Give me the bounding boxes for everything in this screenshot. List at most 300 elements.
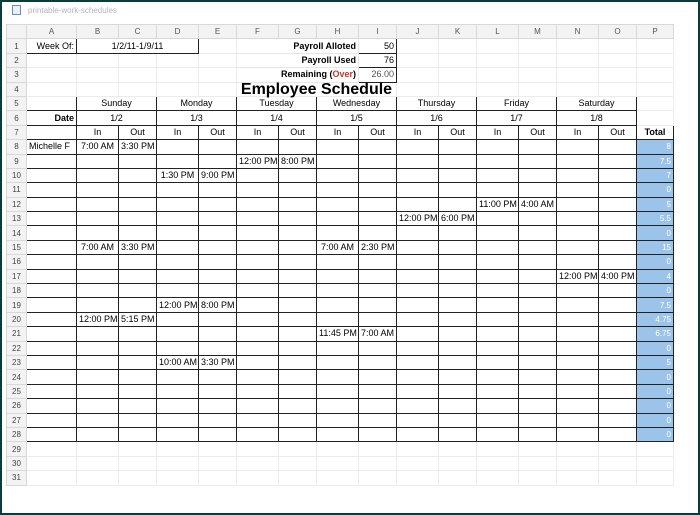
time-in-cell[interactable] (237, 212, 279, 226)
employee-name-cell[interactable] (27, 269, 77, 283)
time-out-cell[interactable]: 4:00 AM (519, 197, 557, 211)
cell[interactable] (477, 53, 519, 67)
cell[interactable] (599, 456, 637, 470)
time-out-cell[interactable] (359, 384, 397, 398)
cell[interactable] (237, 471, 279, 485)
cell[interactable] (397, 68, 439, 82)
row-header[interactable]: 15 (7, 240, 27, 254)
time-out-cell[interactable] (439, 370, 477, 384)
time-in-cell[interactable] (317, 269, 359, 283)
in-header[interactable]: In (397, 125, 439, 139)
cell[interactable] (119, 471, 157, 485)
time-in-cell[interactable] (397, 240, 439, 254)
time-in-cell[interactable] (317, 370, 359, 384)
day-date-header[interactable]: 1/7 (477, 111, 557, 125)
time-out-cell[interactable] (279, 140, 317, 154)
time-out-cell[interactable] (199, 154, 237, 168)
row-header[interactable]: 29 (7, 442, 27, 456)
cell[interactable] (199, 471, 237, 485)
time-out-cell[interactable] (439, 384, 477, 398)
employee-name-cell[interactable] (27, 240, 77, 254)
time-in-cell[interactable] (157, 183, 199, 197)
time-out-cell[interactable] (359, 341, 397, 355)
out-header[interactable]: Out (279, 125, 317, 139)
time-in-cell[interactable] (477, 341, 519, 355)
cell[interactable] (279, 442, 317, 456)
time-out-cell[interactable] (439, 197, 477, 211)
time-out-cell[interactable] (599, 226, 637, 240)
cell[interactable] (157, 471, 199, 485)
cell[interactable] (637, 111, 674, 125)
row-header[interactable]: 24 (7, 370, 27, 384)
time-in-cell[interactable] (557, 427, 599, 441)
time-out-cell[interactable] (199, 312, 237, 326)
cell[interactable] (557, 471, 599, 485)
total-hours-cell[interactable]: 0 (637, 384, 674, 398)
time-in-cell[interactable] (477, 255, 519, 269)
time-in-cell[interactable] (77, 197, 119, 211)
cell[interactable] (557, 68, 599, 82)
time-out-cell[interactable] (439, 183, 477, 197)
cell[interactable] (199, 39, 237, 53)
cell[interactable] (27, 82, 77, 96)
cell[interactable] (397, 82, 439, 96)
time-out-cell[interactable] (599, 255, 637, 269)
time-out-cell[interactable] (359, 168, 397, 182)
time-out-cell[interactable] (439, 427, 477, 441)
row-header[interactable]: 31 (7, 471, 27, 485)
row-header[interactable]: 4 (7, 82, 27, 96)
row-header[interactable]: 12 (7, 197, 27, 211)
time-in-cell[interactable] (397, 284, 439, 298)
time-out-cell[interactable] (119, 269, 157, 283)
column-header[interactable]: B (77, 25, 119, 39)
row-header[interactable]: 11 (7, 183, 27, 197)
time-in-cell[interactable] (477, 312, 519, 326)
time-in-cell[interactable] (157, 284, 199, 298)
cell[interactable] (397, 53, 439, 67)
row-header[interactable]: 19 (7, 298, 27, 312)
time-in-cell[interactable] (317, 413, 359, 427)
time-in-cell[interactable] (157, 413, 199, 427)
time-in-cell[interactable]: 12:00 PM (77, 312, 119, 326)
time-in-cell[interactable] (397, 327, 439, 341)
column-header[interactable]: N (557, 25, 599, 39)
time-in-cell[interactable] (477, 370, 519, 384)
time-in-cell[interactable] (237, 197, 279, 211)
cell[interactable] (519, 68, 557, 82)
cell[interactable] (119, 53, 157, 67)
total-hours-cell[interactable]: 7.5 (637, 154, 674, 168)
cell[interactable] (637, 471, 674, 485)
time-out-cell[interactable] (439, 413, 477, 427)
total-hours-cell[interactable]: 5 (637, 355, 674, 369)
time-out-cell[interactable]: 3:30 PM (199, 355, 237, 369)
time-out-cell[interactable] (279, 226, 317, 240)
cell[interactable] (439, 82, 477, 96)
time-out-cell[interactable] (359, 284, 397, 298)
day-name-header[interactable]: Monday (157, 96, 237, 110)
cell[interactable] (519, 82, 557, 96)
in-header[interactable]: In (317, 125, 359, 139)
time-out-cell[interactable] (279, 298, 317, 312)
cell[interactable] (397, 456, 439, 470)
time-in-cell[interactable] (557, 240, 599, 254)
time-in-cell[interactable] (237, 168, 279, 182)
time-in-cell[interactable] (557, 341, 599, 355)
cell[interactable] (477, 456, 519, 470)
total-hours-cell[interactable]: 15 (637, 240, 674, 254)
time-out-cell[interactable] (599, 168, 637, 182)
time-in-cell[interactable]: 12:00 PM (557, 269, 599, 283)
time-in-cell[interactable] (317, 427, 359, 441)
time-in-cell[interactable] (477, 168, 519, 182)
remaining-value-cell[interactable]: 26.00 (359, 68, 397, 82)
time-out-cell[interactable] (279, 183, 317, 197)
cell[interactable] (237, 442, 279, 456)
time-out-cell[interactable] (279, 240, 317, 254)
cell[interactable] (519, 456, 557, 470)
time-out-cell[interactable] (439, 226, 477, 240)
time-in-cell[interactable] (317, 355, 359, 369)
total-hours-cell[interactable]: 0 (637, 183, 674, 197)
time-out-cell[interactable] (199, 240, 237, 254)
time-in-cell[interactable] (317, 140, 359, 154)
time-in-cell[interactable] (397, 298, 439, 312)
in-header[interactable]: In (77, 125, 119, 139)
cell[interactable] (637, 82, 674, 96)
total-hours-cell[interactable]: 0 (637, 370, 674, 384)
time-out-cell[interactable] (519, 240, 557, 254)
cell[interactable] (477, 442, 519, 456)
time-out-cell[interactable] (439, 284, 477, 298)
time-out-cell[interactable] (279, 312, 317, 326)
out-header[interactable]: Out (199, 125, 237, 139)
time-in-cell[interactable] (317, 154, 359, 168)
employee-name-cell[interactable] (27, 427, 77, 441)
payroll-used-value-cell[interactable]: 76 (359, 53, 397, 67)
time-out-cell[interactable] (359, 154, 397, 168)
time-out-cell[interactable] (599, 384, 637, 398)
time-out-cell[interactable] (599, 284, 637, 298)
cell[interactable] (599, 39, 637, 53)
time-in-cell[interactable] (237, 399, 279, 413)
time-in-cell[interactable]: 11:45 PM (317, 327, 359, 341)
column-header[interactable]: O (599, 25, 637, 39)
time-out-cell[interactable] (119, 197, 157, 211)
in-header[interactable]: In (237, 125, 279, 139)
row-header[interactable]: 30 (7, 456, 27, 470)
day-name-header[interactable]: Wednesday (317, 96, 397, 110)
time-out-cell[interactable] (519, 298, 557, 312)
time-out-cell[interactable] (279, 255, 317, 269)
column-header[interactable]: C (119, 25, 157, 39)
time-in-cell[interactable]: 7:00 AM (77, 240, 119, 254)
time-out-cell[interactable] (119, 168, 157, 182)
time-out-cell[interactable] (199, 341, 237, 355)
time-in-cell[interactable] (237, 183, 279, 197)
cell[interactable] (77, 456, 119, 470)
day-name-header[interactable]: Tuesday (237, 96, 317, 110)
cell[interactable] (397, 442, 439, 456)
time-out-cell[interactable] (359, 399, 397, 413)
time-out-cell[interactable] (119, 341, 157, 355)
employee-name-cell[interactable]: Michelle F (27, 140, 77, 154)
cell[interactable] (77, 82, 119, 96)
time-in-cell[interactable] (557, 327, 599, 341)
time-in-cell[interactable] (477, 212, 519, 226)
cell[interactable] (477, 68, 519, 82)
time-out-cell[interactable] (199, 427, 237, 441)
time-out-cell[interactable] (199, 370, 237, 384)
time-out-cell[interactable] (199, 284, 237, 298)
employee-name-cell[interactable] (27, 212, 77, 226)
time-in-cell[interactable] (157, 197, 199, 211)
time-in-cell[interactable] (77, 255, 119, 269)
time-out-cell[interactable]: 3:30 PM (119, 140, 157, 154)
row-header[interactable]: 20 (7, 312, 27, 326)
column-header[interactable]: G (279, 25, 317, 39)
in-header[interactable]: In (477, 125, 519, 139)
time-out-cell[interactable] (359, 413, 397, 427)
time-in-cell[interactable] (397, 413, 439, 427)
cell[interactable] (317, 471, 359, 485)
time-out-cell[interactable] (439, 240, 477, 254)
time-out-cell[interactable] (359, 312, 397, 326)
cell[interactable] (439, 442, 477, 456)
time-in-cell[interactable] (557, 355, 599, 369)
time-in-cell[interactable] (557, 298, 599, 312)
payroll-used-label-cell[interactable]: Payroll Used (237, 53, 359, 67)
time-out-cell[interactable] (199, 197, 237, 211)
time-in-cell[interactable] (557, 413, 599, 427)
time-out-cell[interactable] (599, 140, 637, 154)
time-in-cell[interactable] (477, 327, 519, 341)
time-in-cell[interactable] (557, 255, 599, 269)
row-header[interactable]: 8 (7, 140, 27, 154)
time-in-cell[interactable] (237, 255, 279, 269)
cell[interactable] (557, 53, 599, 67)
cell[interactable] (439, 471, 477, 485)
time-in-cell[interactable] (557, 168, 599, 182)
in-header[interactable]: In (557, 125, 599, 139)
time-out-cell[interactable] (359, 197, 397, 211)
time-out-cell[interactable] (519, 183, 557, 197)
employee-name-cell[interactable] (27, 255, 77, 269)
cell[interactable] (279, 471, 317, 485)
cell[interactable] (637, 442, 674, 456)
row-header[interactable]: 23 (7, 355, 27, 369)
employee-name-cell[interactable] (27, 355, 77, 369)
time-in-cell[interactable] (237, 226, 279, 240)
cell[interactable] (157, 68, 199, 82)
time-in-cell[interactable] (557, 312, 599, 326)
time-out-cell[interactable] (599, 212, 637, 226)
time-in-cell[interactable] (557, 370, 599, 384)
time-out-cell[interactable] (359, 226, 397, 240)
out-header[interactable]: Out (599, 125, 637, 139)
row-header[interactable]: 18 (7, 284, 27, 298)
cell[interactable] (77, 68, 119, 82)
time-in-cell[interactable] (157, 312, 199, 326)
employee-name-cell[interactable] (27, 413, 77, 427)
time-in-cell[interactable]: 7:00 AM (77, 140, 119, 154)
time-out-cell[interactable] (279, 284, 317, 298)
employee-name-cell[interactable] (27, 370, 77, 384)
payroll-alloted-label-cell[interactable]: Payroll Alloted (237, 39, 359, 53)
time-out-cell[interactable] (359, 355, 397, 369)
cell[interactable] (637, 53, 674, 67)
time-in-cell[interactable] (397, 140, 439, 154)
cell[interactable] (599, 471, 637, 485)
time-in-cell[interactable]: 11:00 PM (477, 197, 519, 211)
time-in-cell[interactable] (77, 413, 119, 427)
row-header[interactable]: 7 (7, 125, 27, 139)
time-out-cell[interactable] (279, 370, 317, 384)
payroll-alloted-value-cell[interactable]: 50 (359, 39, 397, 53)
cell[interactable] (279, 456, 317, 470)
time-out-cell[interactable] (119, 384, 157, 398)
time-out-cell[interactable] (279, 168, 317, 182)
time-in-cell[interactable] (77, 154, 119, 168)
cell[interactable] (77, 471, 119, 485)
time-in-cell[interactable] (557, 284, 599, 298)
time-in-cell[interactable] (397, 226, 439, 240)
cell[interactable] (599, 68, 637, 82)
cell[interactable] (317, 442, 359, 456)
time-in-cell[interactable] (397, 269, 439, 283)
time-in-cell[interactable] (477, 399, 519, 413)
time-out-cell[interactable] (599, 341, 637, 355)
time-in-cell[interactable] (157, 240, 199, 254)
column-header[interactable]: A (27, 25, 77, 39)
time-out-cell[interactable] (599, 355, 637, 369)
time-in-cell[interactable] (237, 384, 279, 398)
time-in-cell[interactable] (77, 370, 119, 384)
time-out-cell[interactable] (279, 384, 317, 398)
out-header[interactable]: Out (439, 125, 477, 139)
time-in-cell[interactable] (477, 427, 519, 441)
time-out-cell[interactable] (439, 327, 477, 341)
time-in-cell[interactable] (557, 384, 599, 398)
time-out-cell[interactable]: 3:30 PM (119, 240, 157, 254)
cell[interactable] (557, 442, 599, 456)
column-header[interactable]: F (237, 25, 279, 39)
time-out-cell[interactable] (119, 212, 157, 226)
column-header[interactable]: J (397, 25, 439, 39)
row-header[interactable]: 6 (7, 111, 27, 125)
time-in-cell[interactable] (237, 269, 279, 283)
time-out-cell[interactable] (279, 212, 317, 226)
time-in-cell[interactable] (397, 341, 439, 355)
time-out-cell[interactable] (519, 413, 557, 427)
time-in-cell[interactable]: 7:00 AM (317, 240, 359, 254)
time-out-cell[interactable] (519, 341, 557, 355)
time-in-cell[interactable] (477, 154, 519, 168)
time-out-cell[interactable] (199, 327, 237, 341)
row-header[interactable]: 10 (7, 168, 27, 182)
time-out-cell[interactable] (439, 255, 477, 269)
cell[interactable] (359, 456, 397, 470)
time-out-cell[interactable] (199, 399, 237, 413)
time-out-cell[interactable] (599, 312, 637, 326)
time-in-cell[interactable] (157, 327, 199, 341)
time-in-cell[interactable] (397, 355, 439, 369)
time-in-cell[interactable] (77, 427, 119, 441)
cell[interactable] (119, 68, 157, 82)
time-out-cell[interactable] (599, 370, 637, 384)
time-out-cell[interactable] (119, 183, 157, 197)
time-out-cell[interactable] (519, 168, 557, 182)
time-in-cell[interactable]: 1:30 PM (157, 168, 199, 182)
time-out-cell[interactable] (279, 355, 317, 369)
row-header[interactable]: 1 (7, 39, 27, 53)
employee-name-cell[interactable] (27, 154, 77, 168)
cell[interactable] (157, 456, 199, 470)
time-in-cell[interactable]: 10:00 AM (157, 355, 199, 369)
day-name-header[interactable]: Friday (477, 96, 557, 110)
cell[interactable] (359, 442, 397, 456)
time-out-cell[interactable] (119, 154, 157, 168)
time-out-cell[interactable] (199, 384, 237, 398)
total-hours-cell[interactable]: 7.5 (637, 298, 674, 312)
cell[interactable] (557, 456, 599, 470)
time-in-cell[interactable] (77, 399, 119, 413)
cell[interactable] (77, 442, 119, 456)
week-of-label-cell[interactable]: Week Of: (27, 39, 77, 53)
time-in-cell[interactable] (157, 140, 199, 154)
week-of-value-cell[interactable]: 1/2/11-1/9/11 (77, 39, 199, 53)
cell[interactable] (557, 82, 599, 96)
time-in-cell[interactable] (397, 154, 439, 168)
time-in-cell[interactable] (157, 427, 199, 441)
time-out-cell[interactable] (519, 355, 557, 369)
cell[interactable] (157, 53, 199, 67)
time-out-cell[interactable] (599, 298, 637, 312)
cell[interactable] (237, 456, 279, 470)
time-in-cell[interactable] (77, 269, 119, 283)
time-out-cell[interactable] (519, 140, 557, 154)
column-header[interactable]: I (359, 25, 397, 39)
time-out-cell[interactable] (119, 284, 157, 298)
time-out-cell[interactable] (359, 183, 397, 197)
time-out-cell[interactable] (519, 384, 557, 398)
total-hours-cell[interactable]: 0 (637, 226, 674, 240)
time-in-cell[interactable] (237, 427, 279, 441)
time-out-cell[interactable] (359, 212, 397, 226)
time-in-cell[interactable] (157, 269, 199, 283)
column-header[interactable]: L (477, 25, 519, 39)
time-out-cell[interactable] (439, 154, 477, 168)
time-in-cell[interactable] (157, 370, 199, 384)
time-out-cell[interactable] (359, 427, 397, 441)
time-in-cell[interactable] (77, 355, 119, 369)
row-header[interactable]: 14 (7, 226, 27, 240)
time-in-cell[interactable] (157, 154, 199, 168)
time-in-cell[interactable] (77, 341, 119, 355)
time-in-cell[interactable] (237, 355, 279, 369)
time-in-cell[interactable] (237, 341, 279, 355)
time-out-cell[interactable] (599, 197, 637, 211)
time-out-cell[interactable] (119, 399, 157, 413)
time-in-cell[interactable] (77, 327, 119, 341)
column-header[interactable]: P (637, 25, 674, 39)
time-out-cell[interactable]: 6:00 PM (439, 212, 477, 226)
time-out-cell[interactable]: 9:00 PM (199, 168, 237, 182)
time-in-cell[interactable]: 12:00 PM (237, 154, 279, 168)
row-header[interactable]: 26 (7, 399, 27, 413)
cell[interactable] (199, 442, 237, 456)
